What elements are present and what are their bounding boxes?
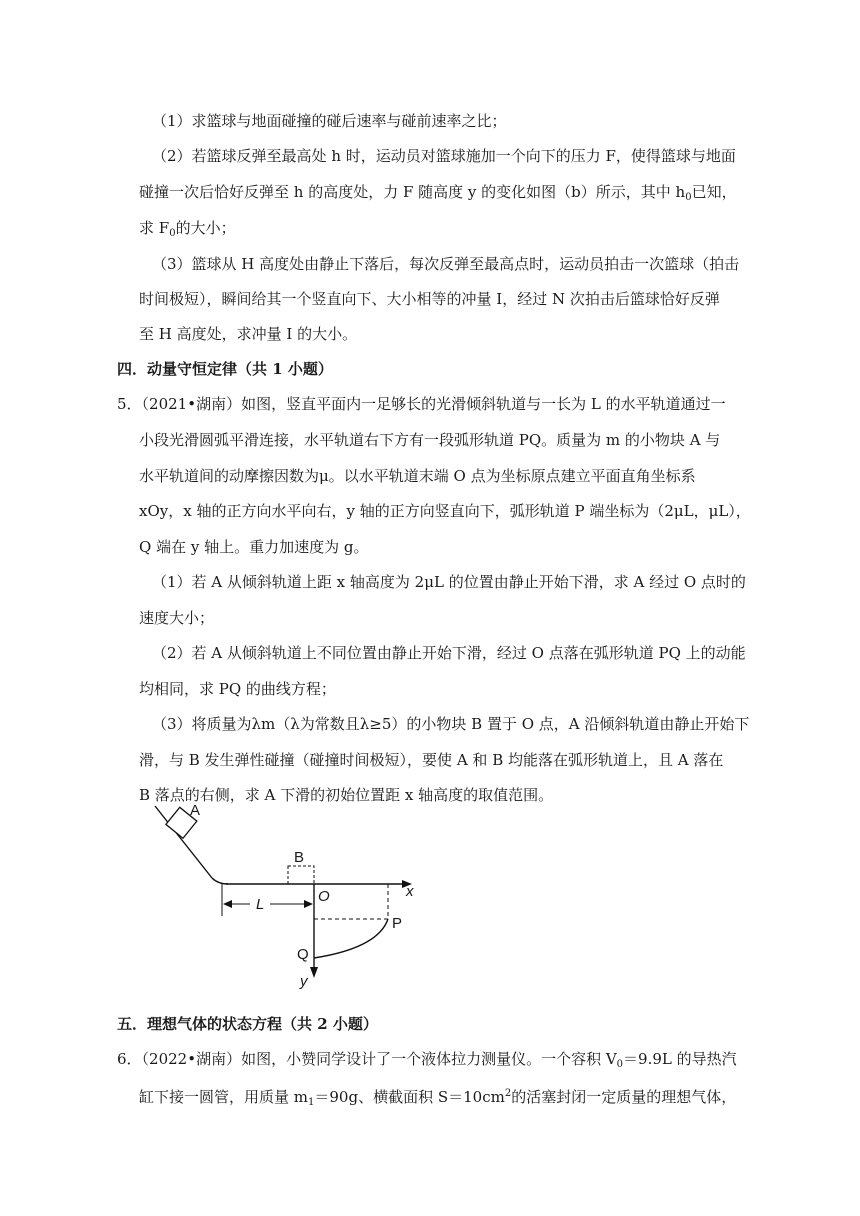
question-4-part-1: （1）求篮球与地面碰撞的碰后速率与碰前速率之比； bbox=[152, 112, 507, 130]
label-q: Q bbox=[297, 946, 309, 963]
question-5-part-2-line-2: 均相同，求 PQ 的曲线方程； bbox=[139, 680, 336, 698]
question-4-part-3-line-3: 至 H 高度处，求冲量 I 的大小。 bbox=[139, 325, 358, 343]
question-5-line-2: 小段光滑圆弧平滑连接，水平轨道右下方有一段弧形轨道 PQ。质量为 m 的小物块 A 与 bbox=[139, 431, 721, 449]
label-x: x bbox=[406, 883, 414, 900]
question-6-line-1: 6．（2022•湖南）如图，小赞同学设计了一个液体拉力测量仪。一个容积 $V_0=9.9L$ 的导热汽 bbox=[117, 1050, 737, 1070]
section-heading-4: 四．动量守恒定律（共 1 小题） bbox=[117, 360, 333, 378]
dimension-arrow-left bbox=[223, 900, 232, 908]
question-5-line-4: xOy，x 轴的正方向水平向右，y 轴的正方向竖直向下，弧形轨道 P 端坐标为（2μL，μL）， bbox=[139, 502, 751, 520]
block-b bbox=[288, 866, 314, 884]
question-4-part-2-line-2: 碰撞一次后恰好反弹至 h 的高度处，力 F 随高度 y 的变化如图（b）所示，其中 $h_0$已知， bbox=[139, 183, 737, 203]
label-p: P bbox=[392, 915, 403, 932]
question-5-part-3-line-2: 滑，与 B 发生弹性碰撞（碰撞时间极短），要使 A 和 B 均能落在弧形轨道上，且 A 落在 bbox=[139, 751, 724, 769]
question-4-part-3-line-1: （3）篮球从 H 高度处由静止下落后，每次反弹至最高点时，运动员拍击一次篮球（拍击 bbox=[152, 255, 740, 273]
section-heading-5: 五．理想气体的状态方程（共 2 小题） bbox=[117, 1015, 378, 1033]
connecting-arc bbox=[212, 878, 228, 884]
question-5-line-1: 5．（2021•湖南）如图，竖直平面内一足够长的光滑倾斜轨道与一长为 L 的水平轨道通过一 bbox=[117, 395, 726, 413]
arc-pq bbox=[314, 919, 388, 958]
question-5-part-1-line-1: （1）若 A 从倾斜轨道上距 x 轴高度为 2μL 的位置由静止开始下滑，求 A 经过 O 点时的 bbox=[152, 573, 746, 591]
question-6-line-2: 缸下接一圆管，用质量 $m_1=90g$、横截面积 $S=10cm^2$的活塞封闭一定质量的理想气体， bbox=[139, 1088, 737, 1108]
label-b: B bbox=[294, 849, 305, 866]
question-4-part-2-line-3: 求 $F_0$的大小； bbox=[139, 219, 236, 239]
label-a: A bbox=[190, 802, 201, 819]
question-5-line-5: Q 端在 y 轴上。重力加速度为 g。 bbox=[139, 538, 369, 556]
question-5-part-3-line-1: （3）将质量为λm（λ为常数且λ≥5）的小物块 B 置于 O 点，A 沿倾斜轨道由静止开始下 bbox=[152, 715, 750, 733]
label-o: O bbox=[318, 888, 330, 905]
track-diagram bbox=[145, 795, 425, 995]
label-l: L bbox=[256, 896, 265, 913]
label-y: y bbox=[300, 973, 308, 990]
question-5-part-3-line-3: B 落点的右侧，求 A 下滑的初始位置距 x 轴高度的取值范围。 bbox=[139, 786, 554, 804]
question-5-part-2-line-1: （2）若 A 从倾斜轨道上不同位置由静止开始下滑，经过 O 点落在弧形轨道 PQ 上的动能 bbox=[152, 644, 746, 662]
dimension-arrow-right bbox=[304, 900, 313, 908]
question-5-part-1-line-2: 速度大小； bbox=[139, 609, 215, 627]
question-5-line-3: 水平轨道间的动摩擦因数为μ。以水平轨道末端 O 点为坐标原点建立平面直角坐标系 bbox=[139, 467, 696, 485]
question-4-part-2-line-1: （2）若篮球反弹至最高处 h 时，运动员对篮球施加一个向下的压力 F，使得篮球与地面 bbox=[152, 147, 736, 165]
y-axis-arrow bbox=[310, 967, 318, 978]
question-4-part-3-line-2: 时间极短），瞬间给其一个竖直向下、大小相等的冲量 I，经过 N 次拍击后篮球恰好反弹 bbox=[139, 290, 720, 308]
